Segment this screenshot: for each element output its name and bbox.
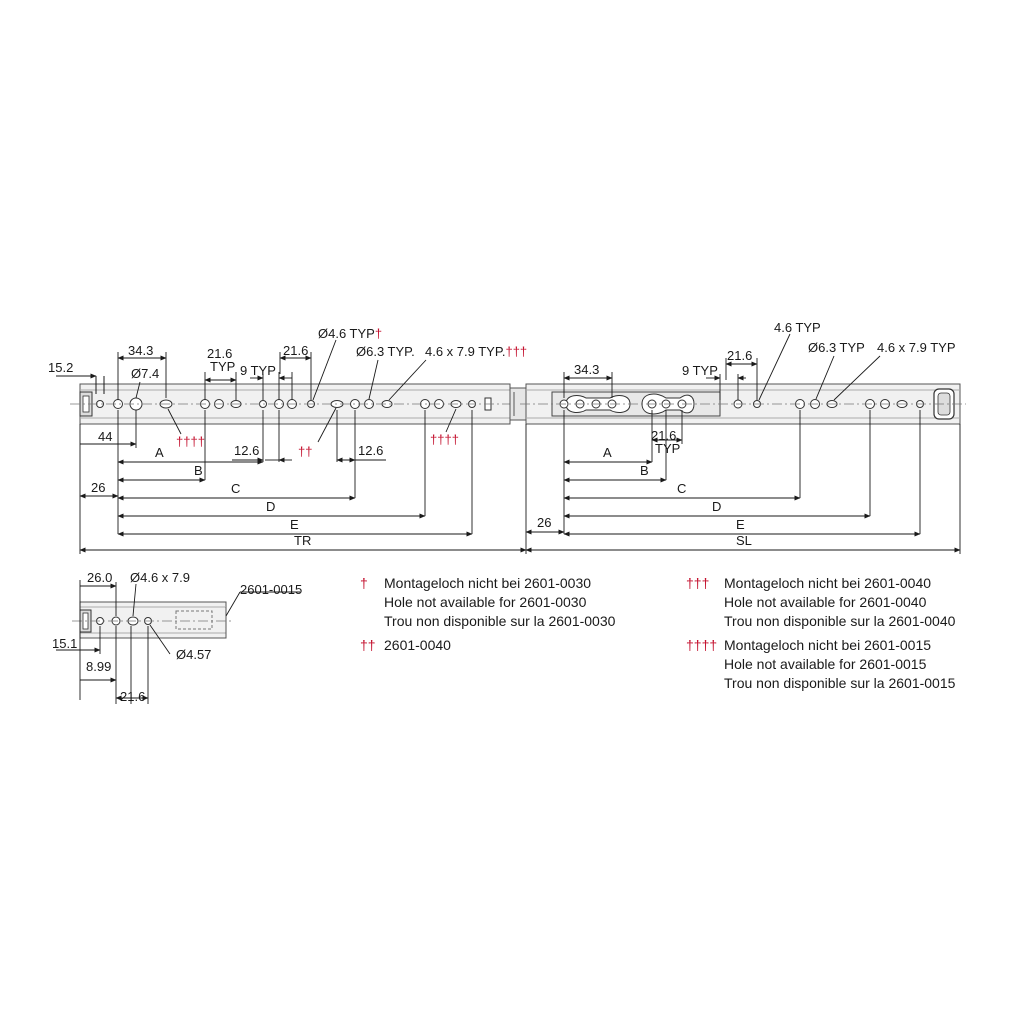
left-dimension-labels [48,326,527,548]
dim-a: A [155,445,164,460]
dim-21-6-a: 21.6 [207,346,233,361]
legend-mark-2: †† [360,637,376,653]
dim-typ-a: TYP [210,359,236,374]
legend-item-2 [358,636,658,658]
mark-2dagger: †† [298,444,313,459]
detail-rail [72,602,232,638]
legend-3-line-de: Montageloch nicht bei 2601-0040 [724,575,932,591]
dim-12-6-a: 12.6 [234,443,260,458]
legend-1-line-fr: Trou non disponible sur la 2601-0030 [384,613,616,629]
legend-mark-1: † [360,575,368,591]
legend-item-4 [686,636,996,696]
legend-3-line-fr: Trou non disponible sur la 2601-0040 [724,613,956,629]
right-dimension-labels [537,320,956,548]
mark-4dagger-a: †††† [176,434,205,449]
dim-26-right: 26 [537,515,552,530]
legend-4-line-de: Montageloch nicht bei 2601-0015 [724,637,932,653]
legend-item-3 [686,574,996,634]
dim-34-3-right: 34.3 [574,362,600,377]
rail-left-body [70,376,515,424]
dim-tr: TR [294,533,312,548]
legend-2-line: 2601-0040 [384,637,451,653]
detail-dim-dia-4-57: Ø4.57 [176,647,212,662]
dim-9-typ: 9 TYP [240,363,276,378]
dim-15-2: 15.2 [48,360,74,375]
dim-21-6-right: 21.6 [727,348,753,363]
detail-dim-8-99: 8.99 [86,659,112,674]
detail-dim-dia-4-6x7-9: Ø4.6 x 7.9 [130,570,190,585]
legend-mark-3: ††† [686,575,710,591]
detail-dim-15-1: 15.1 [52,636,78,651]
dim-4-6x7-9-typ-right: 4.6 x 7.9 TYP [877,340,956,355]
mark-4dagger-b: †††† [430,432,459,447]
legend-3-line-en: Hole not available for 2601-0040 [724,594,927,610]
legend-4-line-en: Hole not available for 2601-0015 [724,656,927,672]
dim-e-right: E [736,517,745,532]
rail-right-body [520,384,966,424]
dim-9-typ-right: 9 TYP [682,363,718,378]
dim-dia-6-3-typ: Ø6.3 TYP. [356,344,415,359]
dim-e: E [290,517,299,532]
dim-44: 44 [98,429,113,444]
dim-typ-b-right: TYP [655,441,681,456]
dim-4-6x7-9-typ: 4.6 x 7.9 TYP.††† [425,344,528,359]
dim-d: D [266,499,276,514]
dim-c-right: C [677,481,687,496]
dim-dia-4-6-typ: Ø4.6 TYP† [318,326,383,341]
legend-item-1 [358,574,658,634]
dim-21-6-b-right: 21.6 [651,428,677,443]
dim-12-6-b: 12.6 [358,443,384,458]
dim-26: 26 [91,480,106,495]
dim-d-right: D [712,499,722,514]
dim-a-right: A [603,445,612,460]
detail-dim-26-0: 26.0 [87,570,113,585]
dim-21-6-b: 21.6 [283,343,309,358]
detail-part-number: 2601-0015 [240,582,303,597]
legend-1-line-de: Montageloch nicht bei 2601-0030 [384,575,592,591]
dim-4-6-typ-right: 4.6 TYP [774,320,821,335]
legend-4-line-fr: Trou non disponible sur la 2601-0015 [724,675,956,691]
dim-34-3: 34.3 [128,343,154,358]
detail-dim-21-6: 21.6 [120,689,146,704]
legend-1-line-en: Hole not available for 2601-0030 [384,594,587,610]
dim-b-right: B [640,463,649,478]
dim-c: C [231,481,241,496]
dim-b: B [194,463,203,478]
dim-dia-7-4: Ø7.4 [131,366,160,381]
detail-dimensions [56,580,303,704]
dim-sl: SL [736,533,752,548]
legend-mark-4: †††† [686,637,718,653]
dim-dia-6-3-typ-right: Ø6.3 TYP [808,340,865,355]
